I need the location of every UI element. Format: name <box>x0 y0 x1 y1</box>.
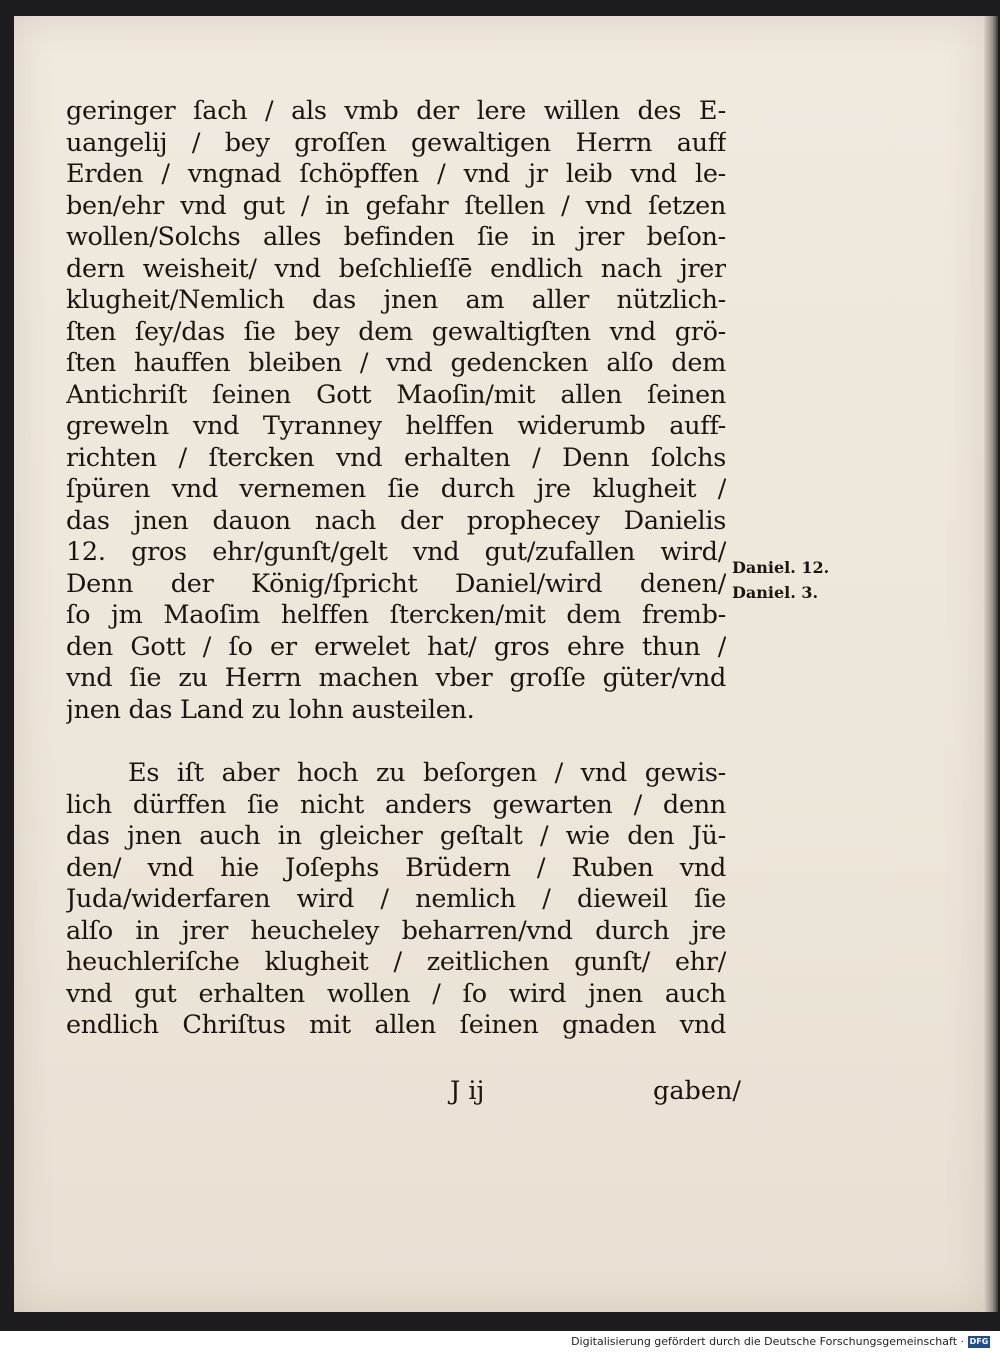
text-line: richten / ſtercken vnd erhalten / Denn ſolchs <box>66 442 726 473</box>
margin-note: Daniel. 3. <box>732 583 819 602</box>
paragraph-gap <box>66 726 726 758</box>
text-line: greweln vnd Tyranney helffen widerumb auff- <box>66 411 726 441</box>
text-line: heuchleriſche klugheit / zeitlichen gunſt/ ehr/ <box>66 947 726 977</box>
text-line: ſten hauffen bleiben / vnd gedencken alſo dem <box>66 348 726 378</box>
text-line: jnen das Land zu lohn austeilen. <box>66 694 475 725</box>
digitization-credit <box>571 1334 990 1350</box>
text-line: endlich Chriſtus mit allen ſeinen gnaden vnd <box>66 1010 726 1040</box>
text-line: vnd gut erhalten wollen / ſo wird jnen auch <box>66 978 726 1009</box>
margin-note: Daniel. 12. <box>732 558 830 577</box>
credit-text: Digitalisierung gefördert durch die Deutsche Forschungsgemeinschaft · <box>571 1335 964 1348</box>
text-line: den Gott / ſo er erwelet hat/ gros ehre thun / <box>66 631 726 662</box>
text-line: ſpüren vnd vernemen ſie durch jre klugheit / <box>66 474 726 504</box>
text-line: geringer ſach / als vmb der lere willen des E- <box>66 96 726 126</box>
text-line: alſo in jrer heucheley beharren/vnd durch jre <box>66 915 726 946</box>
text-line: klugheit/Nemlich das jnen am aller nützlich- <box>66 285 726 315</box>
text-line: Es iſt aber hoch zu beſorgen / vnd gewis- <box>128 758 726 788</box>
text-line: das jnen dauon nach der prophecey Danielis <box>66 505 726 536</box>
signature-mark: J ij <box>450 1076 485 1106</box>
text-line: uangelij / bey groſſen gewaltigen Herrn auff <box>66 127 726 158</box>
dfg-logo: DFG <box>969 1337 989 1346</box>
page-footer-line <box>66 1076 741 1110</box>
text-line: vnd ſie zu Herrn machen vber groſſe güter/vnd <box>66 663 726 693</box>
text-line: ben/ehr vnd gut / in gefahr ſtellen / vnd ſetzen <box>66 190 726 221</box>
text-line: ſten ſey/das ſie bey dem gewaltigſten vnd grö- <box>66 316 726 347</box>
margin-notes <box>732 555 829 605</box>
text-line: Denn der König/ſpricht Daniel/wird denen/ <box>66 568 726 599</box>
page-edge <box>984 16 998 1312</box>
text-line: Juda/widerfaren wird / nemlich / dieweil ſie <box>66 884 726 914</box>
catchword: gaben/ <box>653 1076 741 1106</box>
text-line: ſo jm Maoſim helffen ſtercken/mit dem fremb- <box>66 600 726 630</box>
text-line: 12. gros ehr/gunſt/gelt vnd gut/zufallen wird/ <box>66 537 726 567</box>
text-line: dern weisheit/ vnd beſchlieſſē endlich nach jrer <box>66 253 726 284</box>
text-line: wollen/Solchs alles befinden ſie in jrer beſon- <box>66 222 726 252</box>
text-line: das jnen auch in gleicher geſtalt / wie den Jü- <box>66 821 726 851</box>
book-page <box>14 16 984 1312</box>
text-line: den/ vnd hie Joſephs Brüdern / Ruben vnd <box>66 852 726 883</box>
text-line: lich dürffen ſie nicht anders gewarten / denn <box>66 789 726 820</box>
text-line: Erden / vngnad ſchöpffen / vnd jr leib vnd le- <box>66 159 726 189</box>
text-line: Antichriſt ſeinen Gott Maoſin/mit allen ſeinen <box>66 379 726 410</box>
main-text-block <box>66 96 726 1042</box>
